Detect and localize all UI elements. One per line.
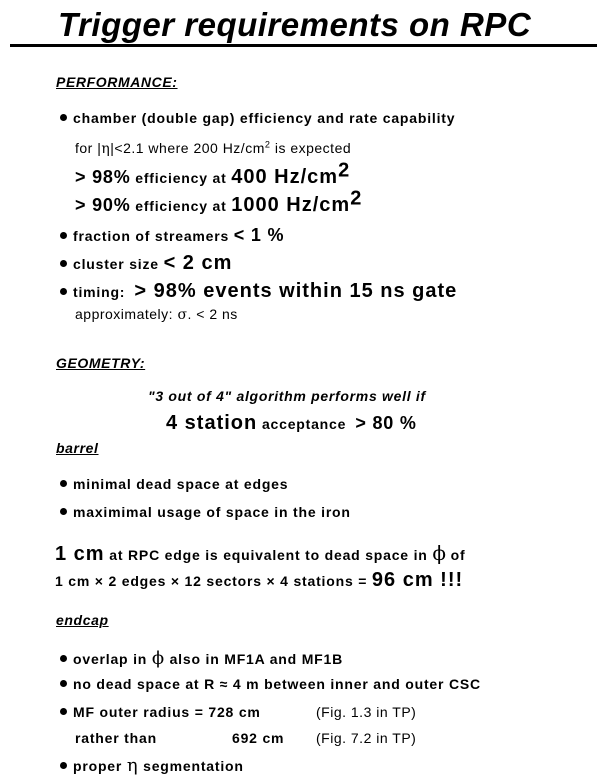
bullet-icon	[60, 762, 67, 769]
item-text: maximimal usage of space in the iron	[73, 504, 351, 520]
barrel-item	[60, 476, 288, 492]
eta-symbol: η	[101, 141, 111, 157]
text: approximately:	[75, 306, 178, 322]
radius-value: 728 cm	[208, 704, 261, 720]
total-value: 96 cm	[371, 569, 434, 591]
bullet-icon	[60, 480, 67, 487]
barrel-item	[60, 504, 351, 520]
item-text: timing:	[73, 284, 130, 300]
text: efficiency at	[130, 170, 232, 186]
endcap-item	[60, 755, 244, 776]
bullet-icon	[60, 508, 67, 515]
endcap-item	[60, 676, 481, 692]
bullet-icon	[60, 288, 67, 295]
performance-item-cluster	[60, 252, 232, 275]
acceptance-line	[166, 412, 417, 435]
text: proper	[73, 758, 127, 774]
performance-heading: PERFORMANCE:	[56, 74, 178, 90]
eta-symbol: η	[126, 755, 139, 776]
barrel-calc-line	[55, 569, 463, 592]
item-value: > 98% events within 15 ns gate	[134, 280, 458, 302]
item-text: fraction of streamers	[73, 228, 234, 244]
text: acceptance	[257, 416, 351, 432]
efficiency-value: > 98%	[75, 167, 131, 187]
title-underline	[10, 44, 597, 47]
efficiency-line-400	[75, 159, 351, 189]
text: is expected	[270, 140, 352, 156]
label: MF outer radius =	[73, 704, 209, 720]
item-text: cluster size	[73, 256, 164, 272]
item-text: minimal dead space at edges	[73, 476, 289, 492]
superscript: 2	[338, 159, 351, 182]
rate-value: 400 Hz/cm	[231, 166, 339, 188]
item-text: chamber (double gap) efficiency and rate capability	[73, 110, 456, 126]
bullet-icon	[60, 232, 67, 239]
phi-symbol: ϕ	[432, 541, 446, 565]
efficiency-line-1000	[75, 187, 363, 217]
text: 1 cm × 2 edges × 12 sectors × 4 stations =	[55, 573, 372, 589]
barrel-heading: barrel	[56, 440, 99, 456]
text: . < 2 ns	[187, 306, 238, 322]
bullet-icon	[60, 708, 67, 715]
bullet-icon	[60, 114, 67, 121]
bullet-icon	[60, 680, 67, 687]
endcap-heading: endcap	[56, 612, 109, 628]
superscript: 2	[350, 187, 363, 210]
text: of	[445, 547, 466, 563]
performance-item-chamber	[60, 110, 455, 126]
text: efficiency at	[130, 198, 232, 214]
figure-ref: (Fig. 1.3 in TP)	[316, 704, 417, 720]
text: overlap in	[73, 651, 152, 667]
geometry-heading: GEOMETRY:	[56, 355, 146, 371]
performance-item-timing	[60, 280, 457, 303]
exclamation: !!!	[433, 569, 464, 591]
sigma-symbol: σ	[177, 307, 188, 323]
barrel-equiv-line	[55, 541, 465, 566]
item-value: < 1 %	[233, 225, 285, 245]
endcap-item-radius	[60, 704, 261, 720]
acceptance-value: > 80 %	[355, 413, 417, 433]
timing-approx	[75, 306, 238, 323]
edge-size: 1 cm	[55, 543, 105, 565]
performance-item-streamers	[60, 225, 284, 246]
text: also in MF1A and MF1B	[164, 651, 344, 667]
page-title: Trigger requirements on RPC	[58, 6, 532, 43]
superscript: 2	[264, 139, 271, 150]
text: |<2.1 where 200 Hz/cm	[110, 140, 265, 156]
item-text: no dead space at R ≈ 4 m between inner and outer CSC	[73, 676, 481, 692]
endcap-rather-label: rather than	[75, 730, 157, 746]
text: for |	[75, 140, 102, 156]
bullet-icon	[60, 260, 67, 267]
efficiency-value: > 90%	[75, 195, 131, 215]
text: segmentation	[138, 758, 244, 774]
figure-ref: (Fig. 7.2 in TP)	[316, 730, 417, 746]
endcap-item	[60, 648, 343, 669]
rate-value: 1000 Hz/cm	[231, 194, 351, 216]
text: at RPC edge is equivalent to dead space in	[104, 547, 433, 563]
algorithm-line: "3 out of 4" algorithm performs well if	[148, 388, 426, 404]
performance-eta-range	[75, 140, 351, 157]
station-count: 4 station	[166, 412, 258, 434]
phi-symbol: ϕ	[151, 648, 165, 669]
item-value: < 2 cm	[163, 252, 233, 274]
radius-value-alt: 692 cm	[232, 730, 285, 746]
bullet-icon	[60, 655, 67, 662]
